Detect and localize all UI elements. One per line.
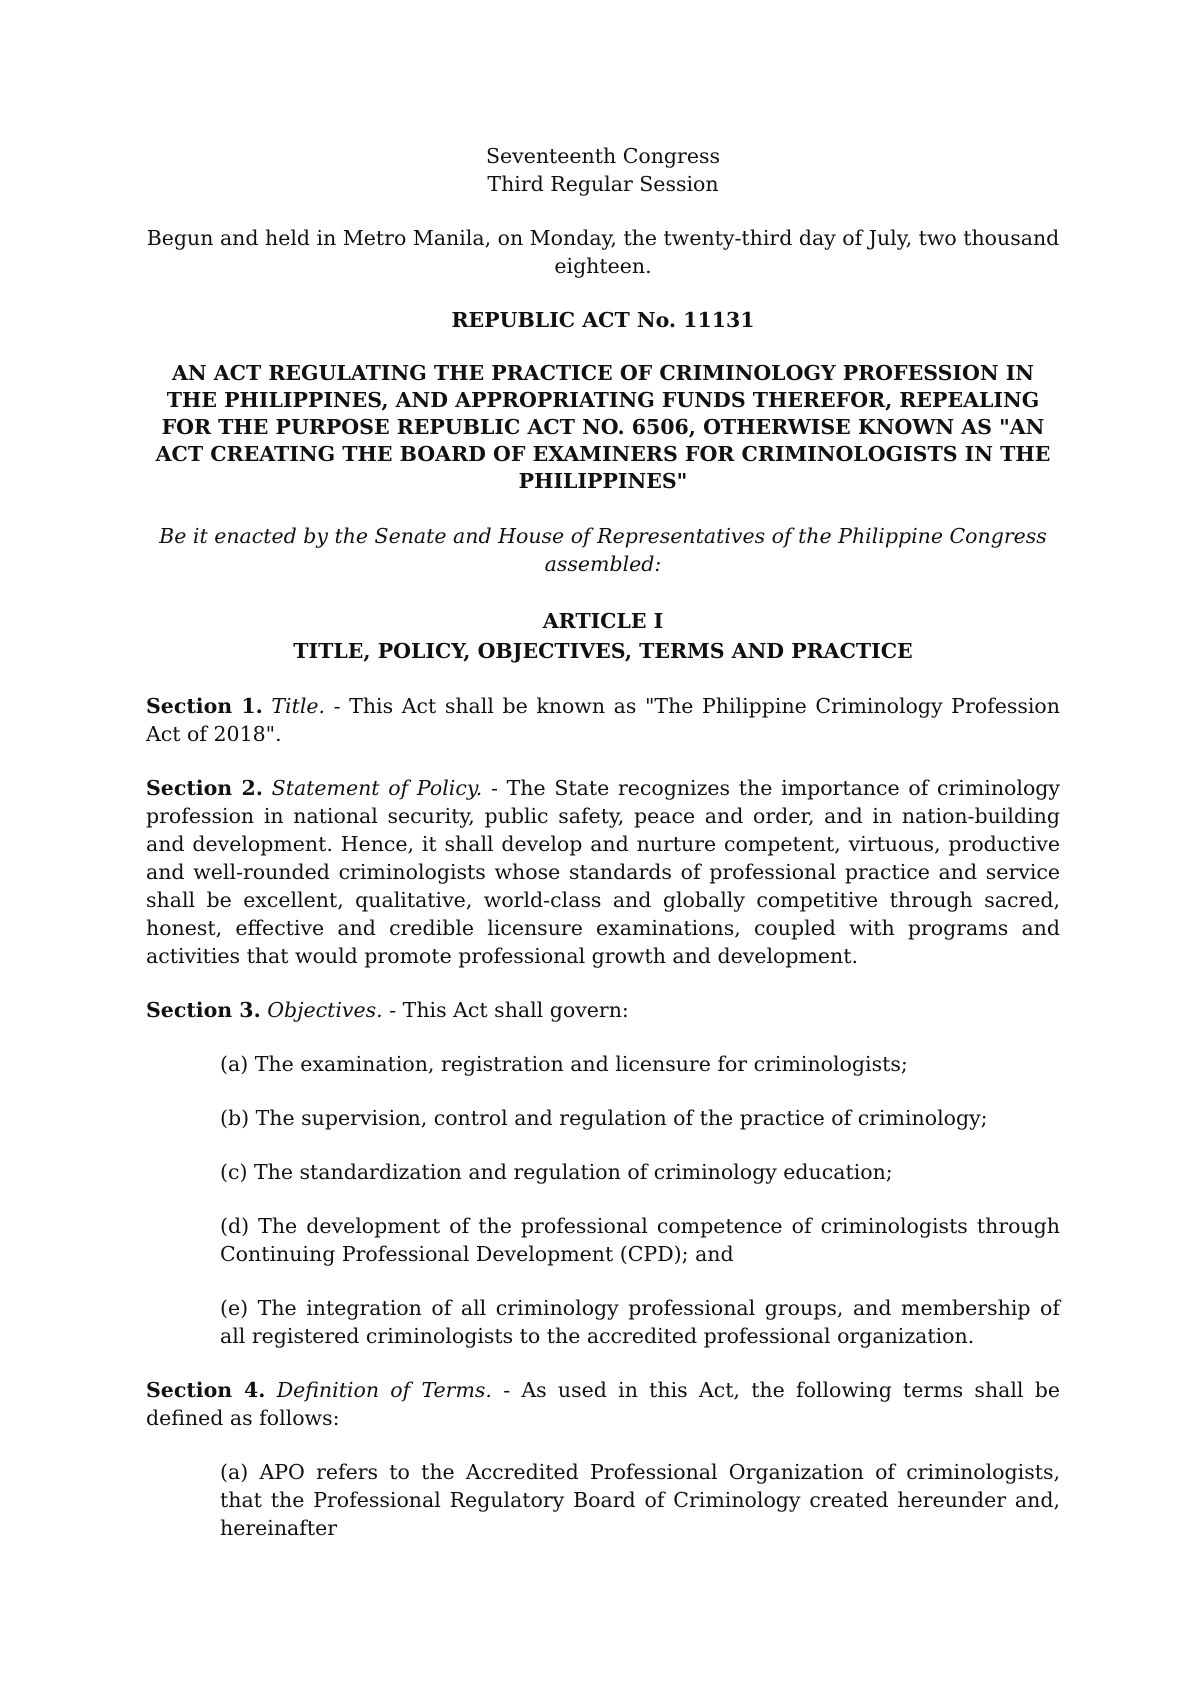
- begun-statement: Begun and held in Metro Manila, on Monday, the twenty-third day of July, two thousand eighteen.: [146, 226, 1060, 278]
- section-3-item-c: (c) The standardization and regulation of criminology education;: [220, 1160, 893, 1184]
- section-4-heading: Definition of Terms.: [276, 1378, 492, 1402]
- section-1-text: - This Act shall be known as "The Philippine Criminology Profession Act of 2018".: [146, 694, 1060, 746]
- section-3-item-e: (e) The integration of all criminology professional groups, and membership of all registered criminologists to the accredited professional organization.: [220, 1296, 1060, 1348]
- section-4-text: - As used in this Act, the following terms shall be defined as follows:: [146, 1378, 1060, 1430]
- section-4-label: Section 4.: [146, 1378, 266, 1402]
- section-3-text: - This Act shall govern:: [389, 998, 629, 1022]
- section-4-item-a: (a) APO refers to the Accredited Professional Organization of criminologists, that the Professional Regulatory Board of Criminology created hereunder and, hereinafter: [220, 1460, 1060, 1540]
- section-3-item-b: (b) The supervision, control and regulation of the practice of criminology;: [220, 1106, 988, 1130]
- section-1-heading: Title.: [271, 694, 326, 718]
- section-2: [146, 774, 1060, 970]
- article-number: ARTICLE I: [542, 609, 664, 633]
- section-2-label: Section 2.: [146, 776, 263, 800]
- article-heading: [146, 606, 1060, 666]
- section-3-heading: Objectives.: [267, 998, 383, 1022]
- section-2-text: - The State recognizes the importance of criminology profession in national security, public safety, peace and order, and in nation-building and development. Hence, it shall develop and nurture competent, virtuous, productive and well-rounded criminologists whose standards of professional practice and service shall be excellent, qualitative, world-class and globally competitive through sacred, honest, effective and credible licensure examinations, coupled with programs and activities that would promote professional growth and development.: [146, 776, 1060, 968]
- section-3-item-a: (a) The examination, registration and licensure for criminologists;: [220, 1052, 908, 1076]
- section-3-item-d: (d) The development of the professional competence of criminologists through Continuing Professional Development (CPD); and: [220, 1214, 1060, 1266]
- article-title: TITLE, POLICY, OBJECTIVES, TERMS AND PRACTICE: [293, 639, 913, 663]
- section-1: [146, 692, 1060, 748]
- section-2-heading: Statement of Policy.: [271, 776, 483, 800]
- section-4: [146, 1376, 1060, 1432]
- republic-act-number: REPUBLIC ACT No. 11131: [451, 308, 755, 332]
- section-3: [146, 996, 1060, 1024]
- act-title: AN ACT REGULATING THE PRACTICE OF CRIMINOLOGY PROFESSION IN THE PHILIPPINES, AND APPROPRIATING FUNDS THEREFOR, REPEALING FOR THE PURPOSE REPUBLIC ACT NO. 6506, OTHERWISE KNOWN AS "AN ACT CREATING THE BOARD OF EXAMINERS FOR CRIMINOLOGISTS IN THE PHILIPPINES": [155, 361, 1051, 493]
- session-name: Third Regular Session: [487, 172, 719, 196]
- section-1-label: Section 1.: [146, 694, 263, 718]
- section-3-label: Section 3.: [146, 998, 261, 1022]
- congress-name: Seventeenth Congress: [485, 144, 721, 168]
- enacting-clause: Be it enacted by the Senate and House of Representatives of the Philippine Congress assembled:: [159, 524, 1047, 576]
- congress-block: [146, 142, 1060, 198]
